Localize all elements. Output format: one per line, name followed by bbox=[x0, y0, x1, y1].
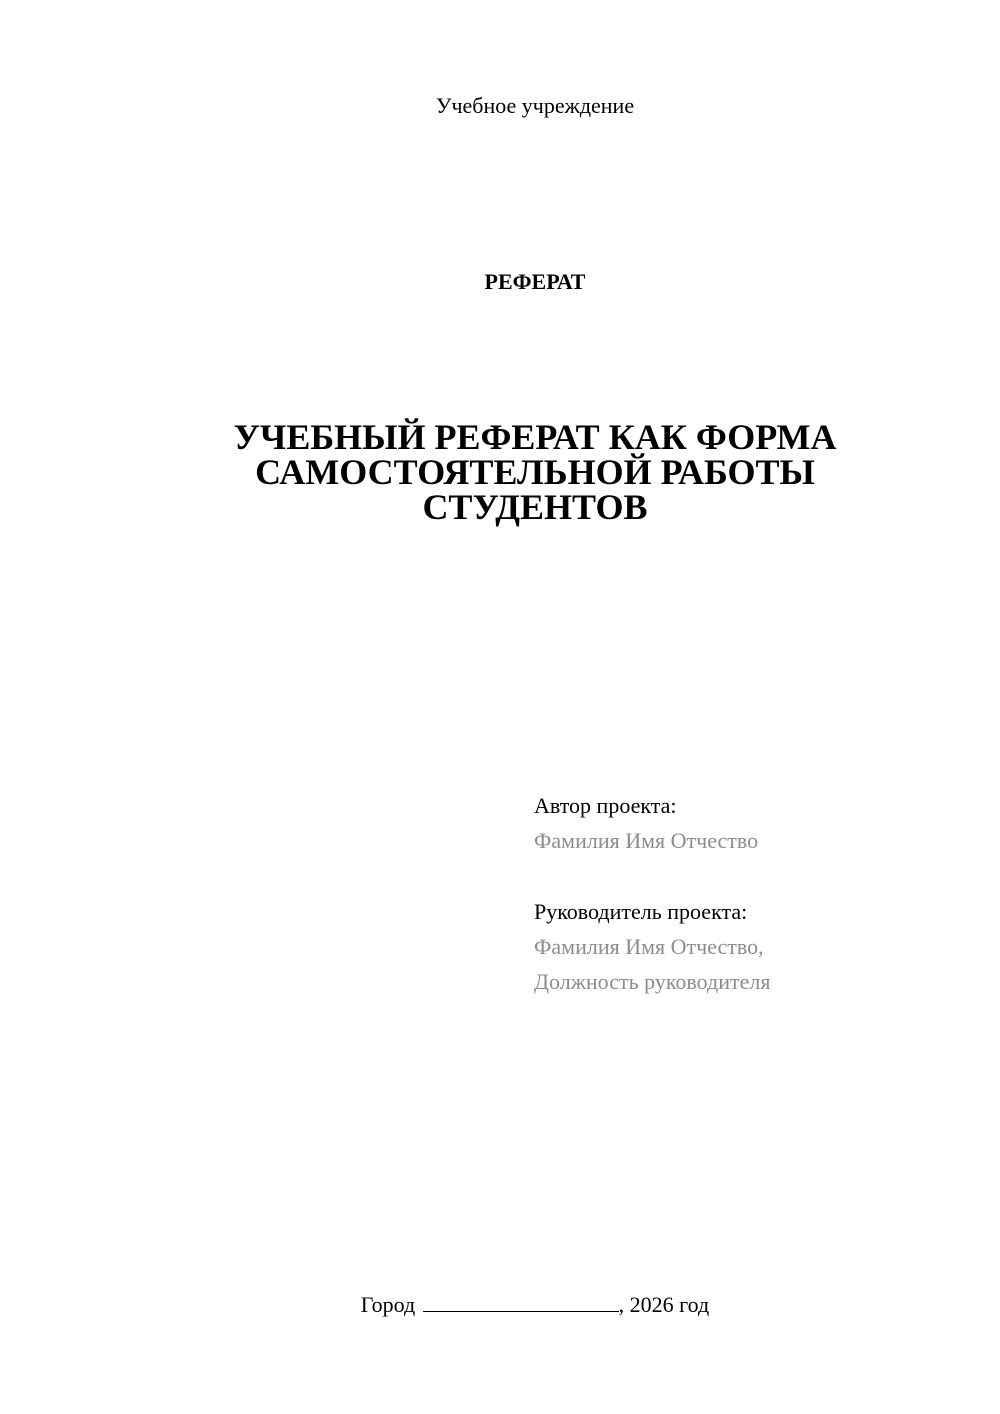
title-line: УЧЕБНЫЙ РЕФЕРАТ КАК ФОРМА bbox=[233, 417, 837, 457]
city-label: Город bbox=[360, 1292, 416, 1317]
city-blank-line bbox=[423, 1291, 619, 1312]
supervisor-position: Должность руководителя bbox=[534, 969, 771, 994]
institution-name: Учебное учреждение bbox=[435, 93, 635, 118]
year-text: , 2026 год bbox=[618, 1292, 710, 1317]
title-line: САМОСТОЯТЕЛЬНОЙ РАБОТЫ bbox=[255, 452, 815, 492]
city-year-line bbox=[285, 1290, 785, 1320]
title-line: СТУДЕНТОВ bbox=[422, 487, 648, 527]
document-type: РЕФЕРАТ bbox=[484, 269, 586, 294]
author-name: Фамилия Имя Отчество bbox=[534, 828, 759, 853]
supervisor-label: Руководитель проекта: bbox=[534, 899, 748, 924]
author-label: Автор проекта: bbox=[534, 793, 677, 818]
credits-block bbox=[534, 788, 974, 999]
document-title bbox=[160, 417, 910, 527]
supervisor-name: Фамилия Имя Отчество, bbox=[534, 934, 764, 959]
